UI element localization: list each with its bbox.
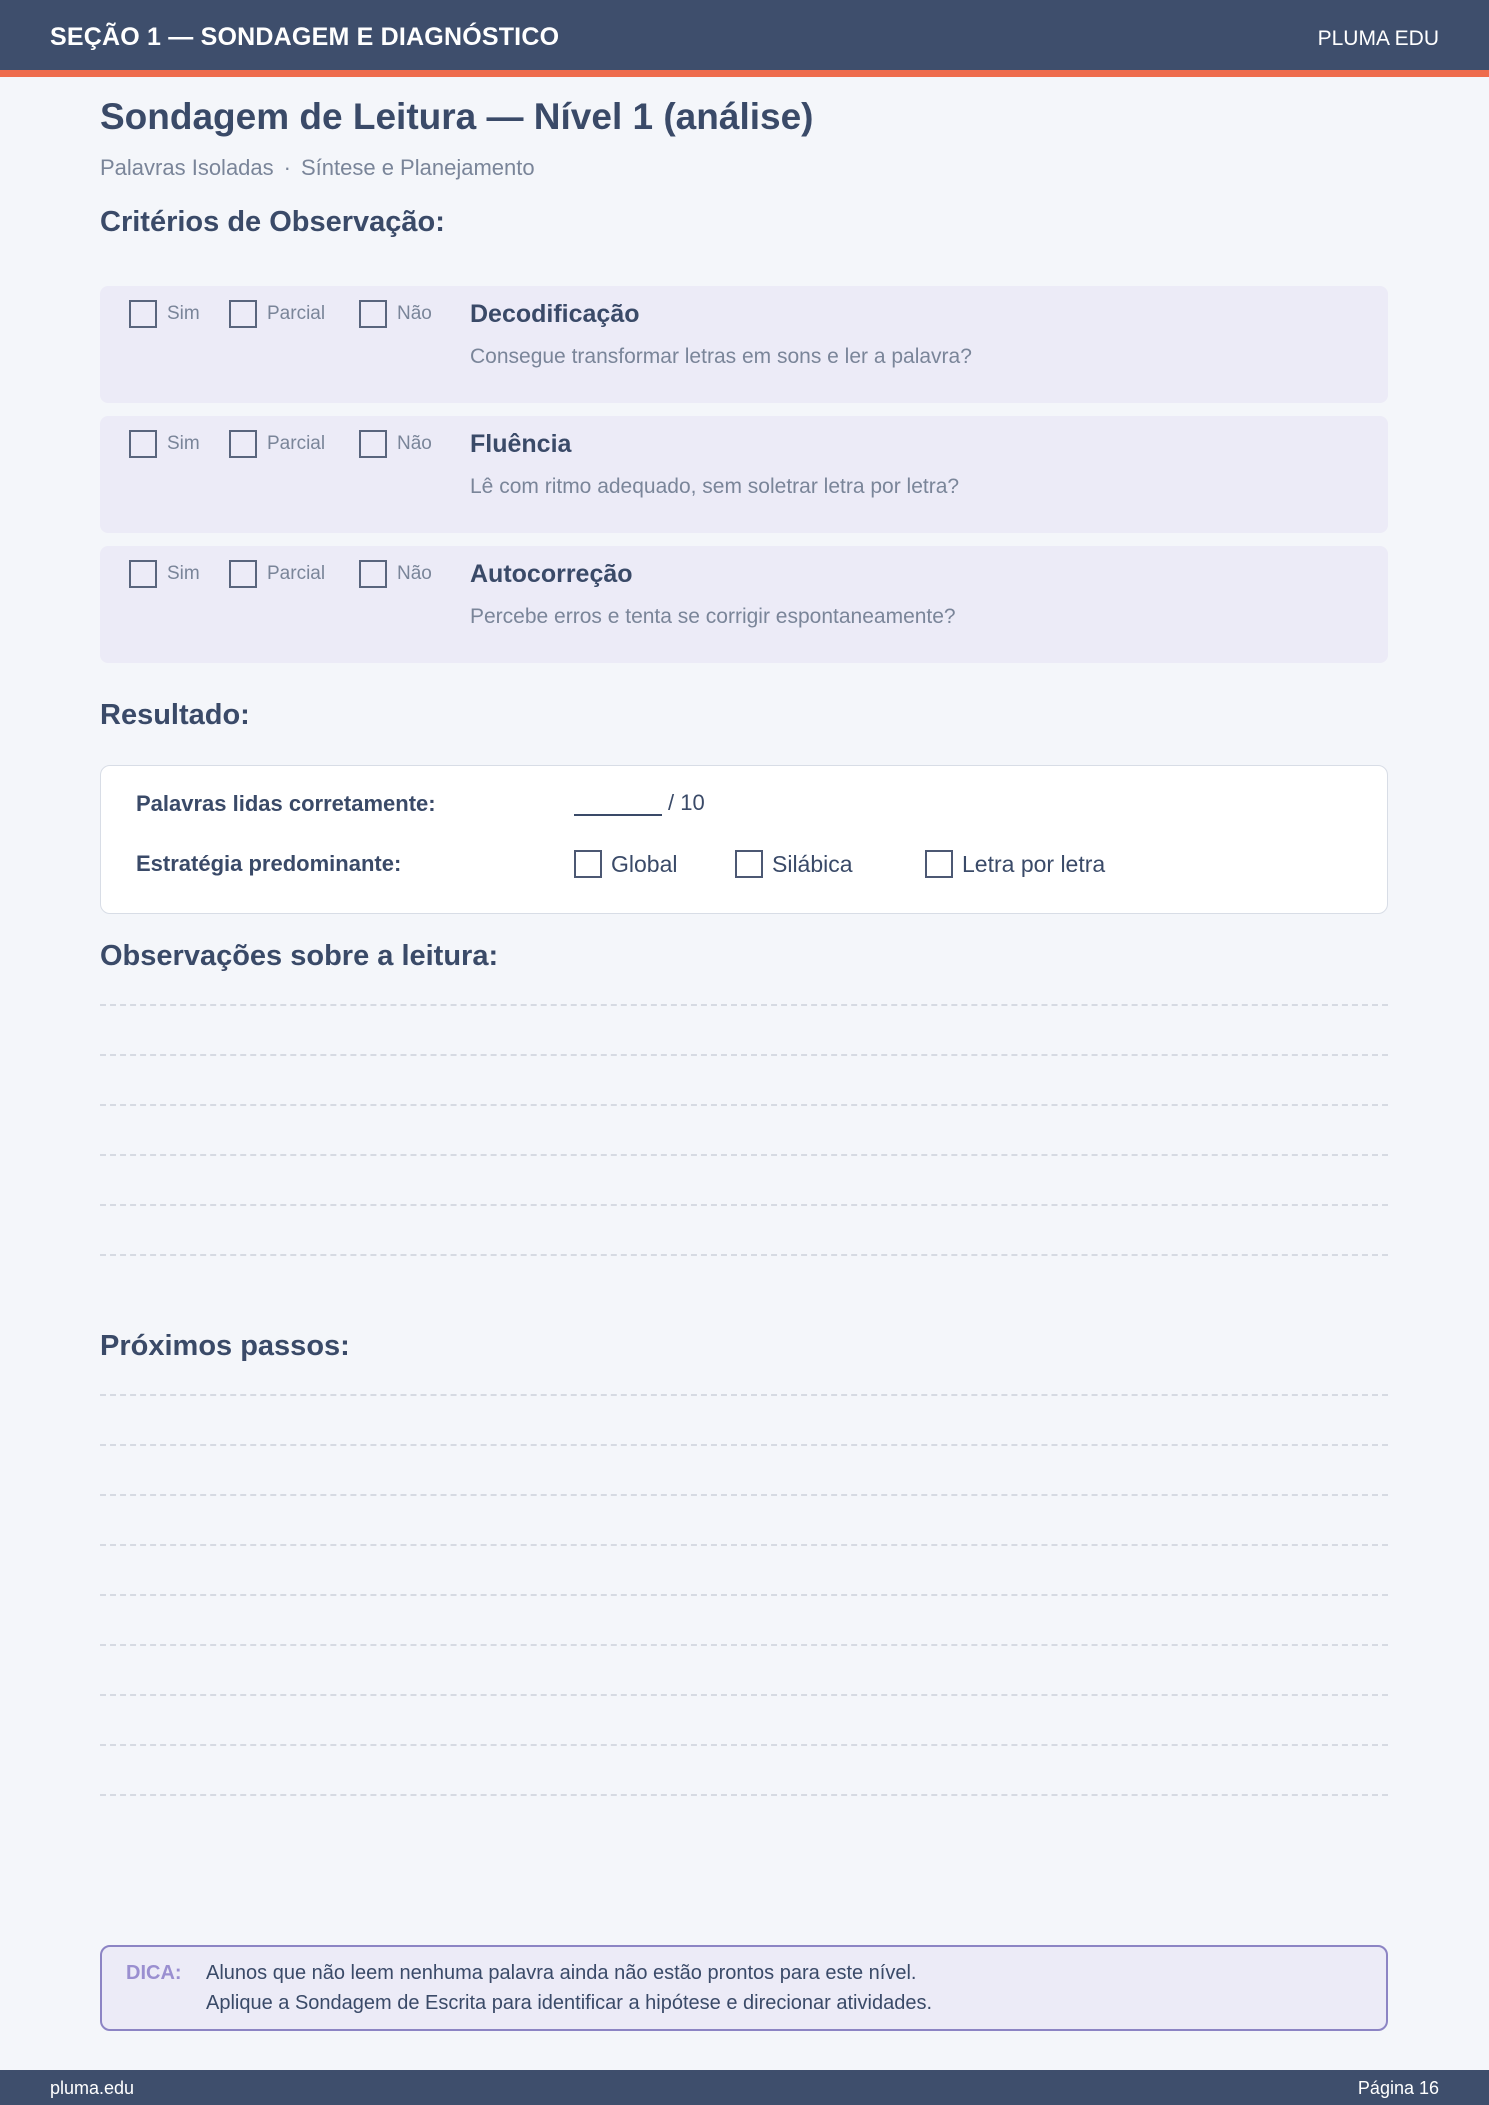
strategy-option-letra-por-letra[interactable]: [925, 850, 1105, 878]
criteria-heading: Critérios de Observação:: [100, 206, 445, 238]
checkbox[interactable]: [129, 560, 157, 588]
writing-line: [100, 1054, 1388, 1056]
strategy-option-silabica[interactable]: [735, 850, 853, 878]
words-read-score: [574, 790, 705, 816]
words-read-label: Palavras lidas corretamente:: [136, 791, 436, 816]
criterion-description: Percebe erros e tenta se corrigir espontaneamente?: [470, 605, 956, 628]
tip-label: DICA:: [126, 1962, 182, 1984]
option-label: Parcial: [267, 303, 326, 324]
strategy-option-label: Global: [611, 850, 678, 877]
option-label: Não: [397, 303, 432, 324]
header-bar: [0, 0, 1489, 77]
option-parcial[interactable]: [229, 300, 325, 328]
option-label: Sim: [167, 433, 200, 454]
checkbox[interactable]: [229, 300, 257, 328]
writing-line: [100, 1204, 1388, 1206]
checkbox[interactable]: [359, 560, 387, 588]
writing-line: [100, 1594, 1388, 1596]
criterion-card-autocorrecao: [100, 546, 1388, 663]
footer-bar: [0, 2070, 1489, 2105]
subtitle-part2: Síntese e Planejamento: [300, 155, 535, 180]
words-read-total: / 10: [668, 790, 705, 815]
tip-line-2: Aplique a Sondagem de Escrita para identificar a hipótese e direcionar atividades.: [206, 1992, 932, 2014]
option-label: Parcial: [267, 563, 326, 584]
writing-line: [100, 1394, 1388, 1396]
writing-line: [100, 1254, 1388, 1256]
criterion-card-fluencia: [100, 416, 1388, 533]
brand-name: PLUMA EDU: [1317, 27, 1439, 50]
option-nao[interactable]: [359, 300, 432, 328]
page-title: Sondagem de Leitura — Nível 1 (análise): [100, 96, 814, 137]
footer-site: pluma.edu: [50, 2078, 135, 2098]
strategy-option-global[interactable]: [574, 850, 677, 878]
option-label: Não: [397, 563, 432, 584]
option-parcial[interactable]: [229, 560, 325, 588]
checkbox[interactable]: [359, 430, 387, 458]
option-label: Sim: [167, 563, 200, 584]
writing-line: [100, 1004, 1388, 1006]
writing-line: [100, 1794, 1388, 1796]
criterion-description: Lê com ritmo adequado, sem soletrar letra por letra?: [470, 475, 960, 498]
criterion-card-decodificacao: [100, 286, 1388, 403]
subtitle-part1: Palavras Isoladas: [100, 155, 274, 180]
option-label: Sim: [167, 303, 200, 324]
strategy-option-label: Letra por letra: [962, 850, 1106, 877]
option-sim[interactable]: [129, 560, 200, 588]
checkbox[interactable]: [229, 560, 257, 588]
option-nao[interactable]: [359, 560, 432, 588]
criterion-description: Consegue transformar letras em sons e ler a palavra?: [470, 345, 972, 368]
next-steps-heading: Próximos passos:: [100, 1330, 350, 1362]
writing-line: [100, 1744, 1388, 1746]
strategy-option-label: Silábica: [772, 850, 853, 877]
checkbox[interactable]: [574, 850, 602, 878]
option-label: Parcial: [267, 433, 326, 454]
writing-line: [100, 1694, 1388, 1696]
section-title: SEÇÃO 1 — SONDAGEM E DIAGNÓSTICO: [50, 23, 560, 51]
page-number: Página 16: [1357, 2078, 1439, 2098]
option-nao[interactable]: [359, 430, 432, 458]
writing-line: [100, 1494, 1388, 1496]
subtitle-separator: ·: [283, 155, 291, 180]
writing-line: [100, 1104, 1388, 1106]
option-sim[interactable]: [129, 300, 200, 328]
writing-line: [100, 1154, 1388, 1156]
writing-line: [100, 1444, 1388, 1446]
criterion-title: Decodificação: [470, 300, 640, 328]
tip-box: [100, 1945, 1388, 2031]
writing-line: [100, 1644, 1388, 1646]
checkbox[interactable]: [129, 430, 157, 458]
tip-line-1: Alunos que não leem nenhuma palavra ainda não estão prontos para este nível.: [206, 1962, 917, 1984]
option-label: Não: [397, 433, 432, 454]
option-sim[interactable]: [129, 430, 200, 458]
result-card: [100, 765, 1388, 914]
result-heading: Resultado:: [100, 699, 250, 731]
writing-line: [100, 1544, 1388, 1546]
page-subtitle: [100, 155, 535, 181]
criterion-title: Fluência: [470, 430, 572, 458]
observations-heading: Observações sobre a leitura:: [100, 940, 499, 972]
checkbox[interactable]: [229, 430, 257, 458]
checkbox[interactable]: [129, 300, 157, 328]
strategy-label: Estratégia predominante:: [136, 851, 402, 876]
checkbox[interactable]: [925, 850, 953, 878]
checkbox[interactable]: [359, 300, 387, 328]
criterion-title: Autocorreção: [470, 560, 633, 588]
option-parcial[interactable]: [229, 430, 325, 458]
checkbox[interactable]: [735, 850, 763, 878]
words-read-input[interactable]: [574, 794, 662, 816]
